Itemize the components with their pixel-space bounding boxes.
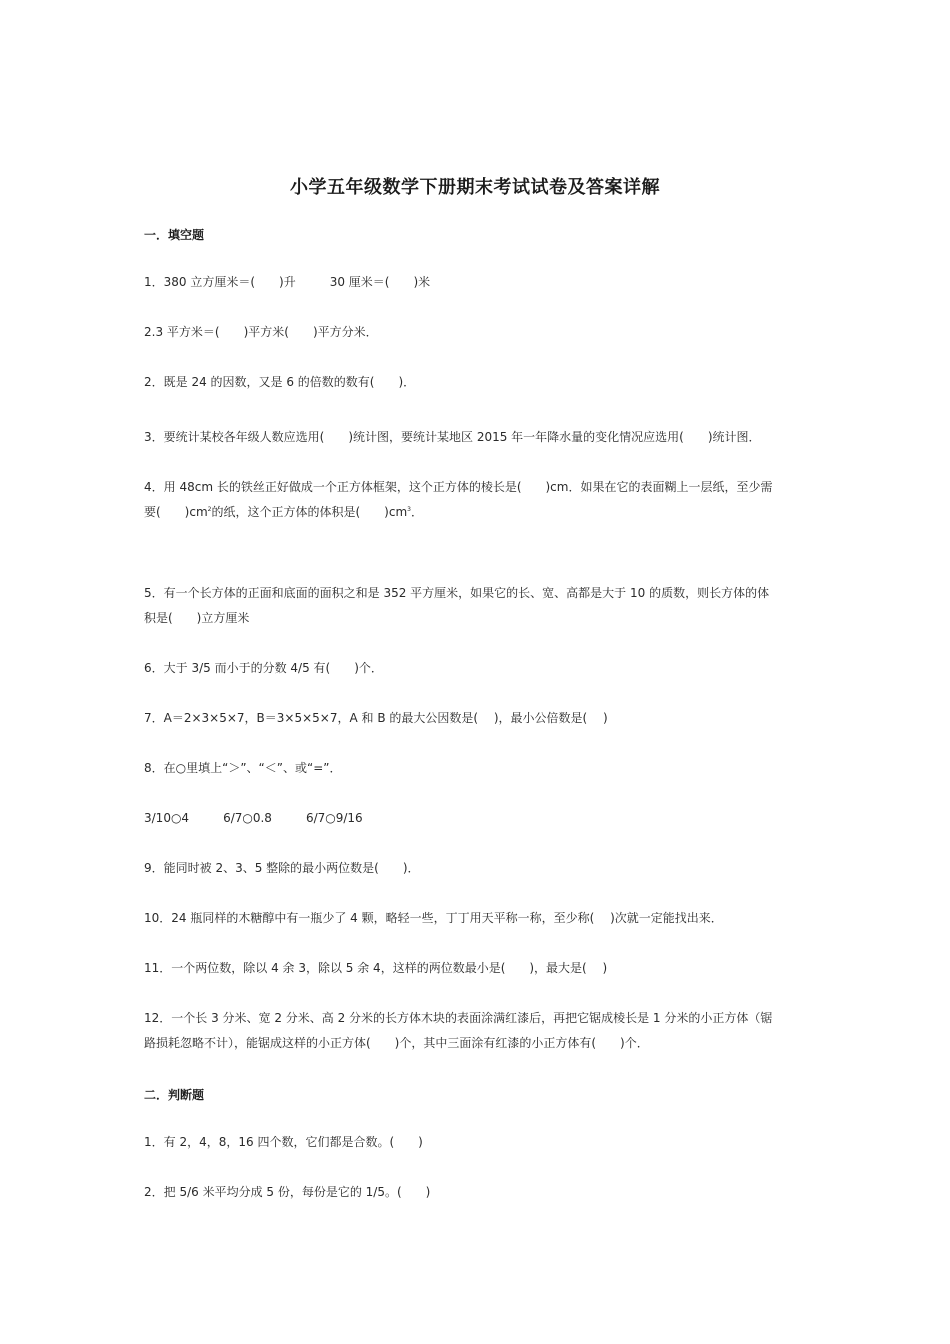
question-2: 2．既是 24 的因数，又是 6 的倍数的数有( )． [144,375,416,389]
judgment-2: 2．把 5/6 米平均分成 5 份，每份是它的 1/5。( ) [144,1185,431,1199]
question-6: 6．大于 3/5 而小于的分数 4/5 有( )个． [144,661,383,675]
question-4-text-c: ． [410,505,423,519]
question-8: 8．在○里填上“＞”、“＜”、或“=”． [144,761,342,775]
question-8-comparisons [144,806,806,831]
question-5-line-2: 积是( )立方厘米 [144,611,250,625]
judgment-1: 1．有 2，4，8，16 四个数，它们都是合数。( ) [144,1135,423,1149]
question-4-text-b: 的纸，这个正方体的体积是( )cm [211,505,408,519]
question-1-part-a: 1．380 立方厘米＝( )升 [144,275,296,289]
question-12-line-2: 路损耗忽略不计），能锯成这样的小正方体( )个，其中三面涂有红漆的小正方体有( )个． [144,1036,649,1050]
square-superscript: 2 [207,506,212,513]
section-true-false-heading: 二．判断题 [144,1088,205,1102]
question-11: 11．一个两位数，除以 4 余 3，除以 5 余 4，这样的两位数最小是( )，最大是( ) [144,961,608,975]
cube-superscript: 3 [407,506,411,513]
question-7: 7．A＝2×3×5×7，B＝3×5×5×7，A 和 B 的最大公因数是( )，最小公倍数是( ) [144,711,608,725]
document-title: 小学五年级数学下册期末考试试卷及答案详解 [290,177,660,198]
comparison-2: 6/7○0.8 [223,811,272,825]
question-4-text-a: 要( )cm [144,505,208,519]
question-9: 9．能同时被 2、3、5 整除的最小两位数是( )． [144,861,420,875]
question-5-line-1: 5．有一个长方体的正面和底面的面积之和是 352 平方厘米，如果它的长、宽、高都是大于 10 的质数，则长方体的体 [144,586,770,600]
question-3: 3．要统计某校各年级人数应选用( )统计图，要统计某地区 2015 年一年降水量的变化情况应选用( )统计图． [144,430,761,444]
comparison-1: 3/10○4 [144,811,190,825]
section-fill-in-blank-heading: 一．填空题 [144,228,205,242]
question-1 [144,270,806,295]
comparison-3: 6/7○9/16 [305,811,363,825]
question-1-part-c: 2.3 平方米＝( )平方米( )平方分米． [144,325,378,339]
question-4-line-2 [144,500,806,525]
question-10: 10．24 瓶同样的木糖醇中有一瓶少了 4 颗，略轻一些，丁丁用天平称一称，至少称( )次就一定能找出来． [144,911,723,925]
question-12-line-1: 12．一个长 3 分米、宽 2 分米、高 2 分米的长方体木块的表面涂满红漆后，再把它锯成棱长是 1 分米的小正方体（锯 [144,1011,773,1025]
question-4-line-1: 4．用 48cm 长的铁丝正好做成一个正方体框架，这个正方体的棱长是( )cm．如果在它的表面糊上一层纸，至少需 [144,480,773,494]
question-1-part-b: 30 厘米＝( )米 [329,275,431,289]
